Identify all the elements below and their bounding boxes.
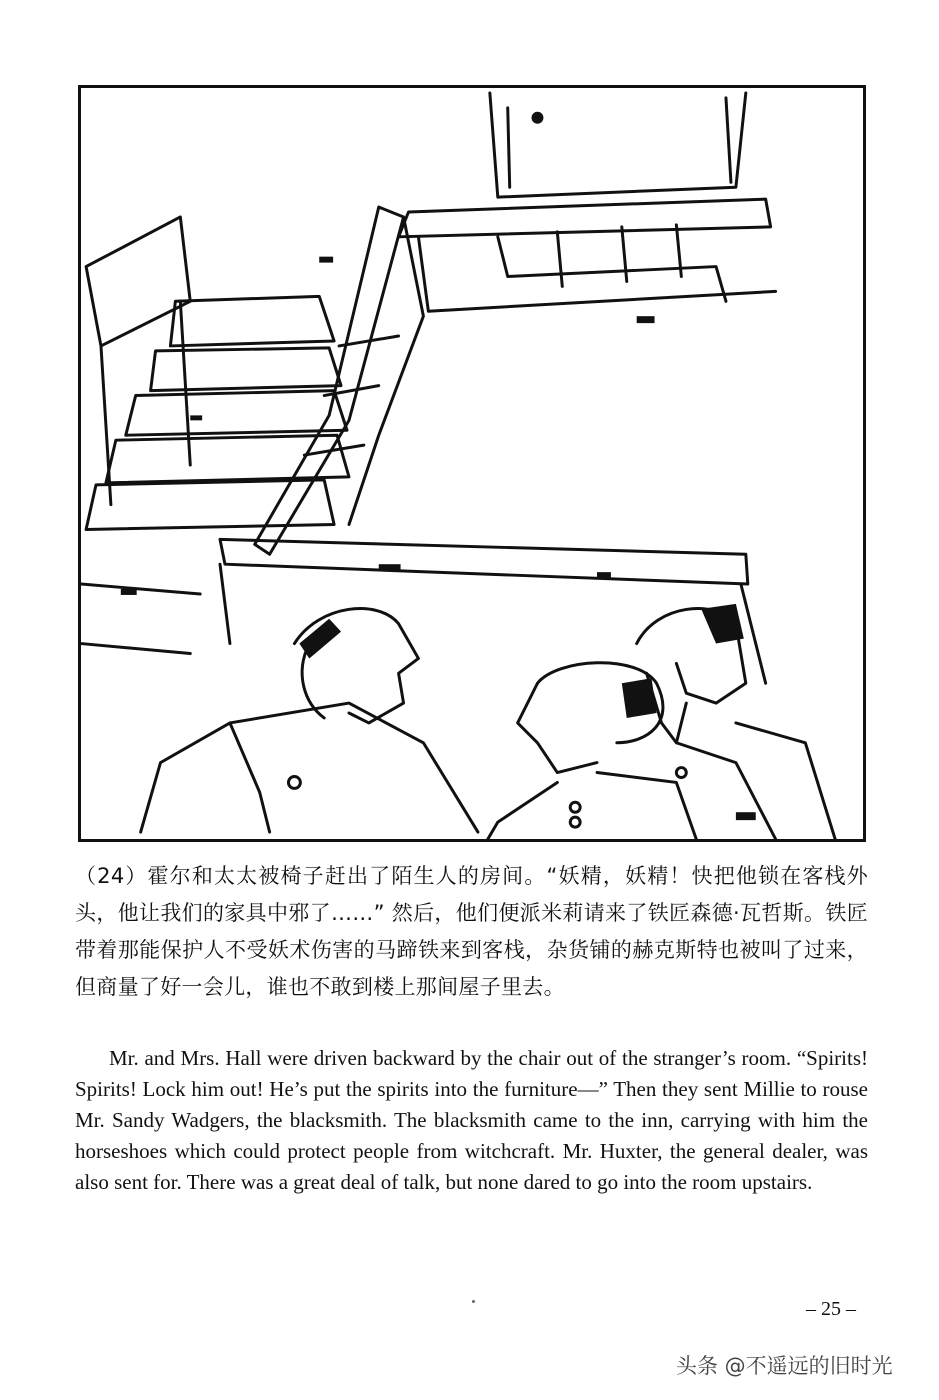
ink-drawing [81, 88, 863, 839]
page-number: – 25 – [806, 1298, 856, 1320]
watermark: 头条 @不遥远的旧时光 [676, 1354, 893, 1378]
chinese-paragraph: （24）霍尔和太太被椅子赶出了陌生人的房间。“妖精，妖精！快把他锁在客栈外头，他让我们的家具中邪了……” 然后，他们便派米莉请来了铁匠森德·瓦哲斯。铁匠带着那能保护人不受妖术伤害的马蹄铁来到客栈，杂货铺的赫克斯特也被叫了过来，但商量了好一会儿，谁也不敢到楼上那间屋子里去。 [75, 864, 868, 999]
english-paragraph: Mr. and Mrs. Hall were driven backward by the chair out of the stranger’s room. “Spirits! Spirits! Lock him out! He’s put the spirits into the furniture—” Then they sent Millie to rouse Mr. Sandy Wadgers, the blacksmith. The blacksmith came to the inn, carrying with him the horseshoes which could protect people from witchcraft. Mr. Huxter, the general dealer, was also sent for. There was a great deal of talk, but none dared to go into the room upstairs. [75, 1046, 868, 1194]
story-illustration [78, 85, 866, 842]
print-speck [472, 1300, 475, 1303]
